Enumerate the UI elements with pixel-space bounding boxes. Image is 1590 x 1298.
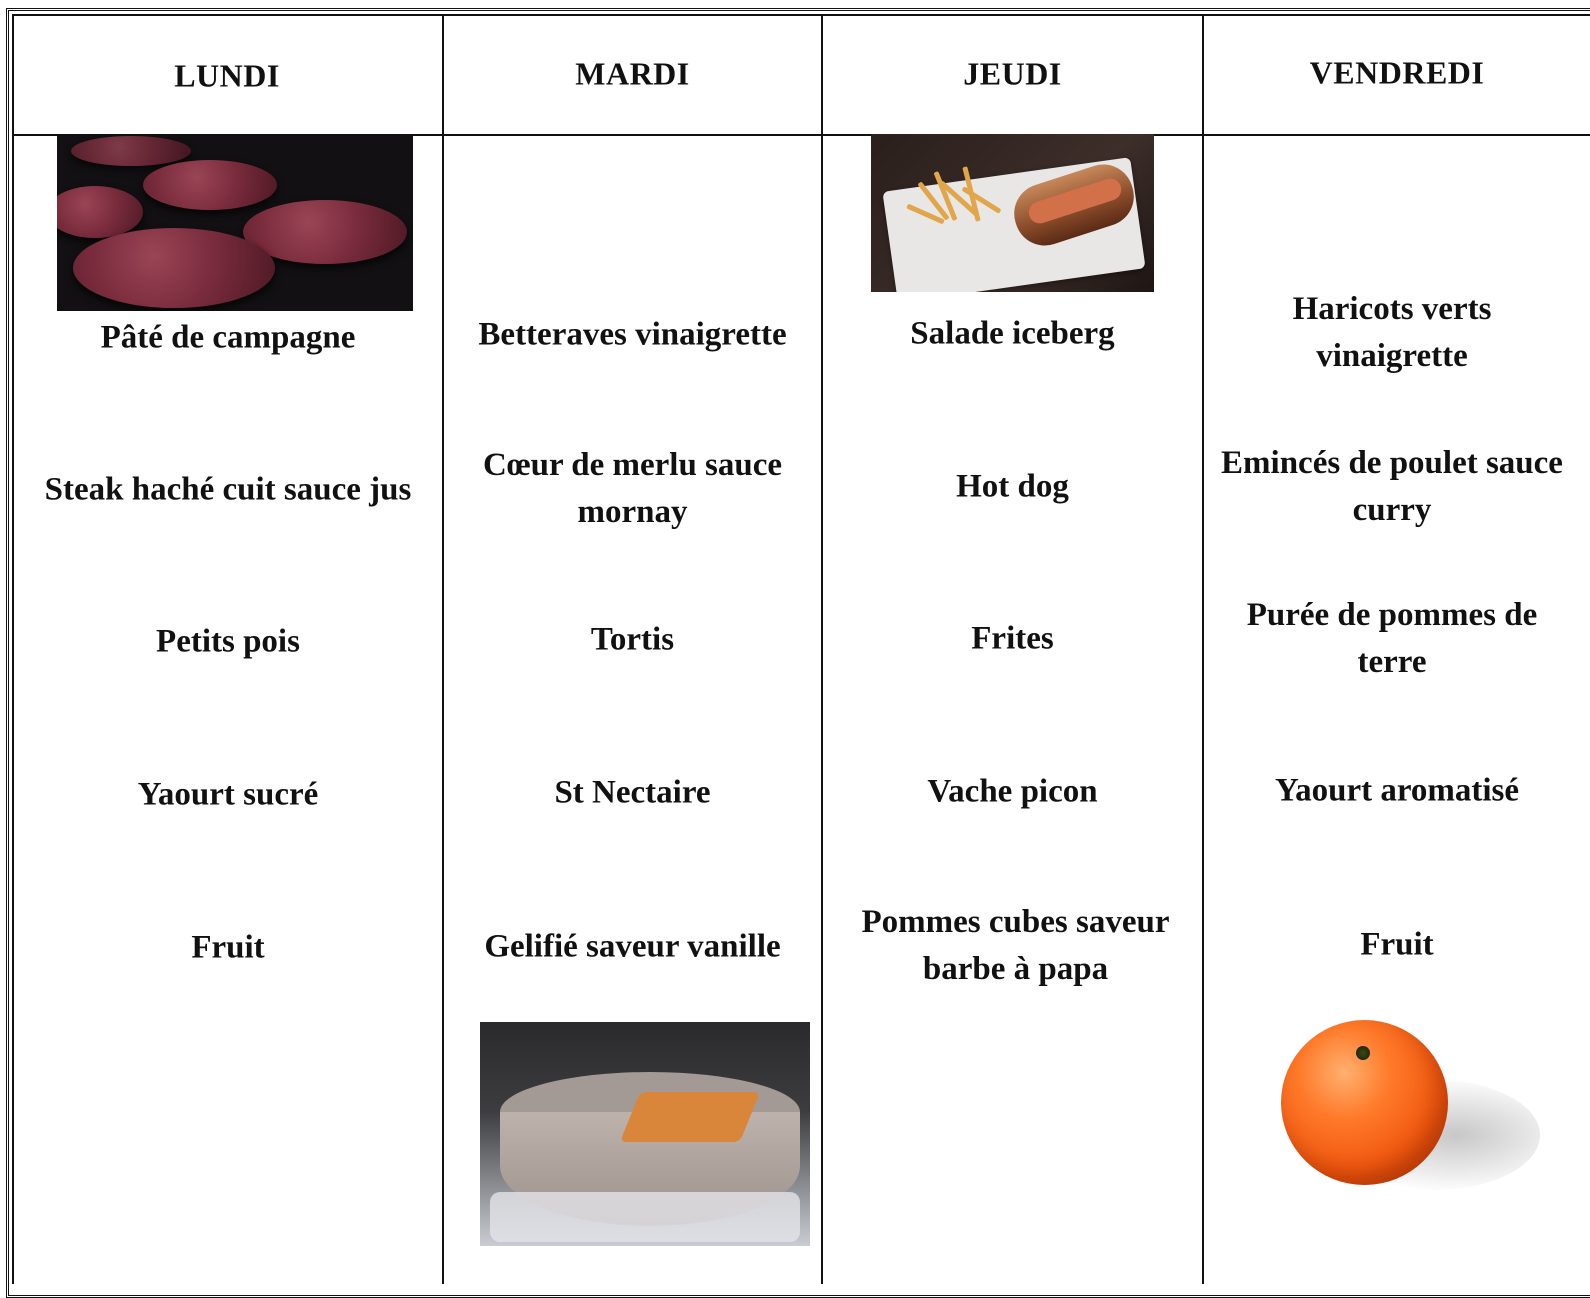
vendredi-dessert: Fruit (1360, 926, 1434, 963)
jeudi-accompagnement: Frites (971, 620, 1054, 657)
header-vendredi: VENDREDI (1309, 54, 1485, 91)
lundi-accompagnement: Petits pois (156, 623, 300, 660)
jeudi-plat: Hot dog (956, 468, 1069, 505)
mardi-laitage: St Nectaire (554, 774, 711, 811)
hot-dog-photo (871, 134, 1154, 292)
lundi-entree: Pâté de campagne (100, 319, 356, 356)
mardi-plat: Cœur de merlu sauce mornay (482, 447, 783, 530)
jeudi-entree: Salade iceberg (910, 315, 1115, 352)
column-border-jeudi-vendredi (1202, 14, 1204, 1284)
mardi-dessert: Gelifié saveur vanille (484, 928, 781, 965)
steak-photo (57, 136, 413, 311)
orange-photo (1281, 1020, 1448, 1185)
jeudi-laitage: Vache picon (927, 773, 1098, 810)
lundi-dessert: Fruit (191, 929, 265, 966)
mardi-entree: Betteraves vinaigrette (478, 316, 787, 353)
lundi-plat: Steak haché cuit sauce jus (44, 471, 412, 508)
st-nectaire-photo (480, 1022, 810, 1246)
vendredi-plat: Emincés de poulet sauce curry (1221, 445, 1563, 528)
vendredi-laitage: Yaourt aromatisé (1274, 772, 1520, 809)
vendredi-accompagnement: Purée de pommes de terre (1246, 597, 1538, 680)
mardi-accompagnement: Tortis (590, 621, 675, 658)
orange-stem (1356, 1046, 1370, 1060)
header-lundi: LUNDI (174, 57, 280, 94)
lundi-laitage: Yaourt sucré (137, 776, 319, 813)
header-jeudi: JEUDI (963, 55, 1062, 92)
vendredi-entree: Haricots verts vinaigrette (1292, 291, 1492, 374)
header-mardi: MARDI (575, 55, 690, 92)
jeudi-dessert: Pommes cubes saveur barbe à papa (861, 904, 1170, 987)
